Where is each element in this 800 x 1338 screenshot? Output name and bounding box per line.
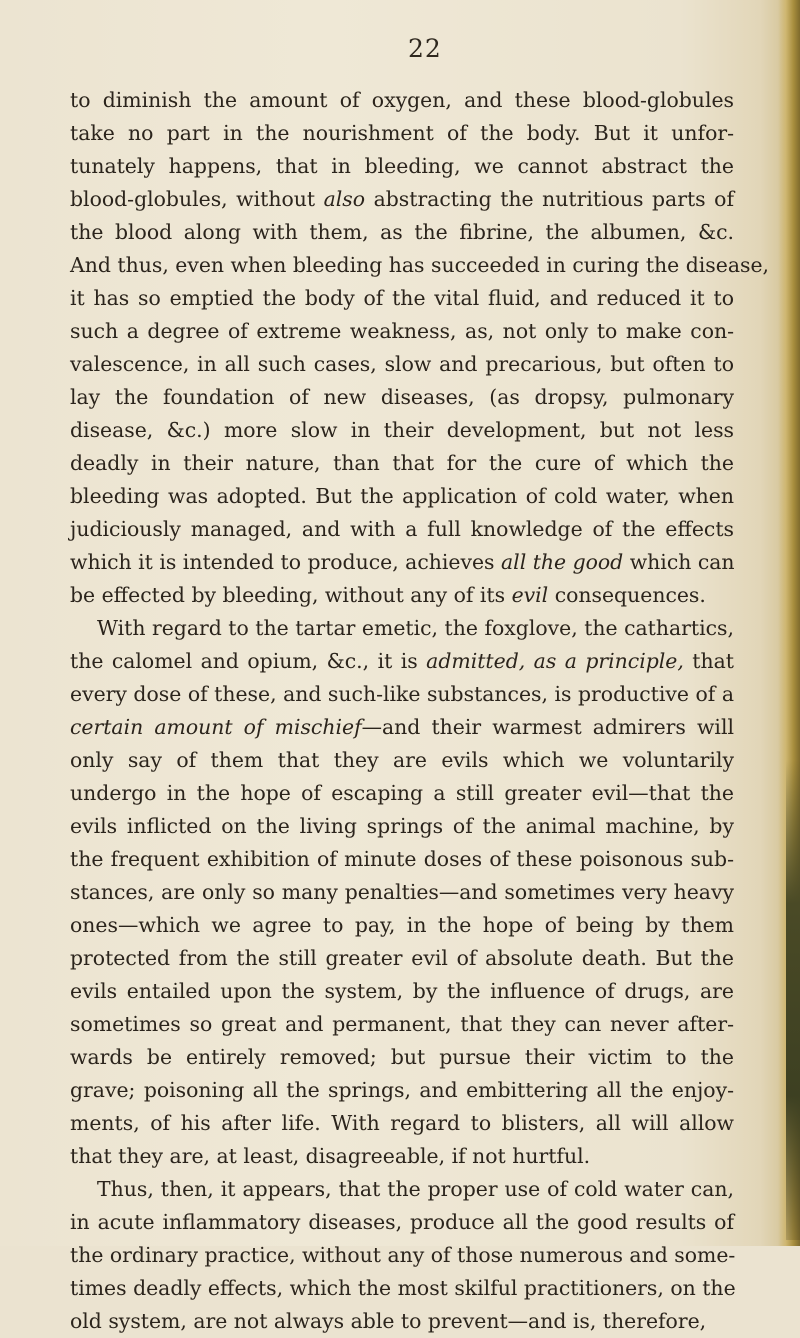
text-segment: old system, are not always able to prevent—and is, therefore, xyxy=(70,1309,707,1333)
text-segment: valescence, in all such cases, slow and precarious, but often to xyxy=(70,352,734,376)
page-edge-stain xyxy=(786,760,800,1240)
text-line xyxy=(70,84,734,117)
text-segment: only say of them that they are evils which we voluntarily xyxy=(70,748,734,772)
text-line xyxy=(70,249,769,282)
text-segment: protected from the still greater evil of absolute death. But the xyxy=(70,946,734,970)
text-segment: that xyxy=(683,649,734,673)
text-line xyxy=(70,183,734,216)
text-segment: lay the foundation of new diseases, (as dropsy, pulmonary xyxy=(70,385,734,409)
italic-text: also xyxy=(323,187,366,211)
text-line xyxy=(70,1239,734,1272)
text-segment: abstracting the nutritious parts of xyxy=(365,187,734,211)
text-segment: the frequent exhibition of minute doses of these poisonous sub- xyxy=(70,847,734,871)
text-segment: the ordinary practice, without any of those numerous and some- xyxy=(70,1243,736,1267)
text-line xyxy=(70,579,734,612)
text-line xyxy=(70,216,734,249)
text-line xyxy=(70,843,734,876)
text-line xyxy=(70,414,734,447)
text-line xyxy=(70,975,734,1008)
text-segment: grave; poisoning all the springs, and embittering all the enjoy- xyxy=(70,1078,734,1102)
text-line xyxy=(70,513,734,546)
text-line xyxy=(70,480,734,513)
text-segment: times deadly effects, which the most skilful practitioners, on the xyxy=(70,1276,736,1300)
text-segment: blood-globules, without xyxy=(70,187,324,211)
text-line xyxy=(70,1074,734,1107)
page-number: 22 xyxy=(408,34,442,63)
text-segment: the calomel and opium, &c., it is xyxy=(70,649,427,673)
text-line xyxy=(70,1008,734,1041)
text-line xyxy=(70,942,734,975)
text-line xyxy=(70,645,734,678)
text-segment: Thus, then, it appears, that the proper use of cold water can, xyxy=(97,1177,734,1201)
text-segment: bleeding was adopted. But the application of cold water, when xyxy=(70,484,734,508)
text-line xyxy=(70,150,734,183)
text-line xyxy=(70,117,734,150)
italic-text: admitted, as a principle, xyxy=(426,649,684,673)
text-segment: such a degree of extreme weakness, as, not only to make con- xyxy=(70,319,734,343)
text-line xyxy=(70,810,734,843)
text-segment: which it is intended to produce, achieves xyxy=(70,550,502,574)
text-line xyxy=(70,348,734,381)
text-segment: disease, &c.) more slow in their development, but not less xyxy=(70,418,734,442)
text-segment: deadly in their nature, than that for the cure of which the xyxy=(70,451,734,475)
text-segment: every dose of these, and such-like substances, is productive of a xyxy=(70,682,734,706)
text-segment: it has so emptied the body of the vital fluid, and reduced it to xyxy=(70,286,734,310)
italic-text: all the good xyxy=(501,550,624,574)
text-line xyxy=(70,711,734,744)
text-line xyxy=(70,1272,734,1305)
text-segment: to diminish the amount of oxygen, and these blood-globules xyxy=(70,88,734,112)
text-segment: And thus, even when bleeding has succeeded in curing the disease, xyxy=(70,253,769,277)
text-segment: sometimes so great and permanent, that they can never after- xyxy=(70,1012,734,1036)
text-segment: that they are, at least, disagreeable, if not hurtful. xyxy=(70,1144,591,1168)
text-segment: evils inflicted on the living springs of the animal machine, by xyxy=(70,814,734,838)
text-line xyxy=(70,612,734,645)
text-line xyxy=(70,678,734,711)
text-segment: consequences. xyxy=(548,583,706,607)
text-line xyxy=(70,546,734,579)
text-segment: With regard to the tartar emetic, the foxglove, the cathartics, xyxy=(97,616,734,640)
text-line xyxy=(70,777,734,810)
text-line xyxy=(70,909,734,942)
text-line xyxy=(70,447,734,480)
text-segment: take no part in the nourishment of the body. But it unfor- xyxy=(70,121,734,145)
text-line xyxy=(70,1107,734,1140)
text-line xyxy=(70,744,734,777)
text-line xyxy=(70,282,734,315)
text-line xyxy=(70,1041,734,1074)
text-line xyxy=(70,876,734,909)
text-segment: tunately happens, that in bleeding, we cannot abstract the xyxy=(70,154,734,178)
italic-text: certain amount of mischief xyxy=(70,715,362,739)
text-line xyxy=(70,315,734,348)
text-segment: ones—which we agree to pay, in the hope of being by them xyxy=(70,913,734,937)
text-segment: which can xyxy=(623,550,735,574)
text-segment: undergo in the hope of escaping a still greater evil—that the xyxy=(70,781,734,805)
text-line xyxy=(70,1305,734,1338)
body-text xyxy=(70,84,769,1338)
text-line xyxy=(70,1173,734,1206)
text-line xyxy=(70,1140,734,1173)
text-segment: evils entailed upon the system, by the influence of drugs, are xyxy=(70,979,734,1003)
text-segment: wards be entirely removed; but pursue their victim to the xyxy=(70,1045,734,1069)
text-segment: —and their warmest admirers will xyxy=(361,715,734,739)
italic-text: evil xyxy=(511,583,549,607)
text-segment: in acute inflammatory diseases, produce all the good results of xyxy=(70,1210,734,1234)
text-line xyxy=(70,1206,734,1239)
text-segment: the blood along with them, as the fibrine, the albumen, &c. xyxy=(70,220,734,244)
text-segment: judiciously managed, and with a full knowledge of the effects xyxy=(70,517,734,541)
text-segment: be effected by bleeding, without any of its xyxy=(70,583,512,607)
text-segment: ments, of his after life. With regard to blisters, all will allow xyxy=(70,1111,734,1135)
text-segment: stances, are only so many penalties—and sometimes very heavy xyxy=(70,880,734,904)
text-line xyxy=(70,381,734,414)
